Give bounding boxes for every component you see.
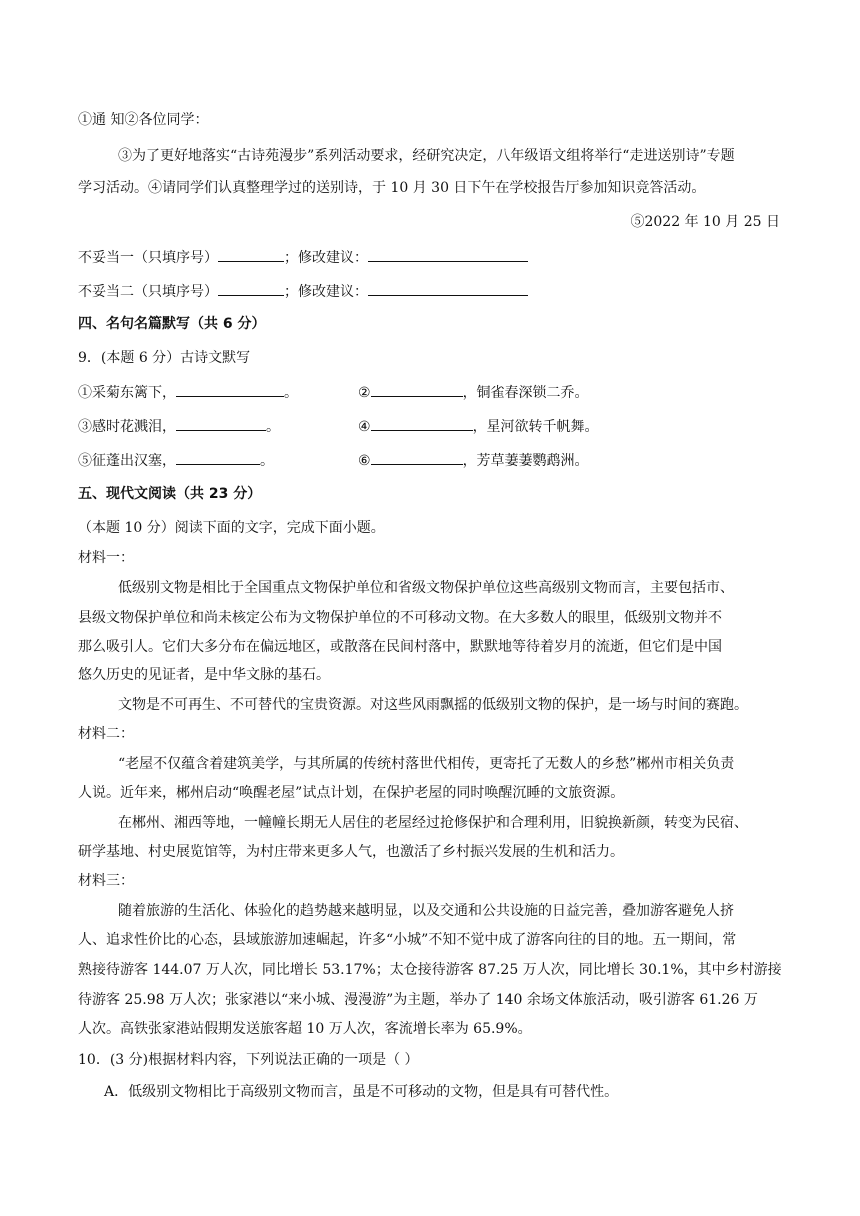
q9-head: 9．(本题 6 分）古诗文默写 bbox=[78, 350, 251, 366]
q9-item-4-end: ，星河欲转千帆舞。 bbox=[472, 419, 599, 435]
q10-option-a[interactable]: A．低级别文物相比于高级别文物而言，虽是不可移动的文物，但是具有可替代性。 bbox=[104, 1084, 619, 1100]
q9-item-1 bbox=[78, 382, 298, 403]
material-2-line-4: 研学基地、村史展览馆等，为村庄带来更多人气，也激活了乡村振兴发展的生机和活力。 bbox=[78, 844, 624, 860]
q9-item-6 bbox=[358, 450, 589, 471]
material-1-line-3: 那么吸引人。它们大多分布在偏远地区，或散落在民间村落中，默默地等待着岁月的流逝，但它们是中国 bbox=[78, 639, 722, 655]
q9-item-6-end: ，芳草萋萋鹦鹉洲。 bbox=[462, 453, 589, 469]
material-1-title: 材料一： bbox=[78, 550, 134, 566]
q9-item-1-end: 。 bbox=[284, 385, 298, 401]
fix-2-suggestion-blank[interactable] bbox=[368, 281, 528, 296]
material-1-line-1: 低级别文物是相比于全国重点文物保护单位和省级文物保护单位这些高级别文物而言，主要包括市、 bbox=[118, 580, 734, 596]
q9-item-2-text: ② bbox=[358, 385, 371, 401]
fix-2-label: 不妥当二（只填序号） bbox=[78, 284, 218, 300]
q9-item-1-text: ①采菊东篱下， bbox=[78, 385, 176, 401]
q9-item-3-end: 。 bbox=[266, 419, 280, 435]
fix-1-sep: ；修改建议： bbox=[284, 250, 368, 266]
q9-item-2 bbox=[358, 382, 589, 403]
q9-blank-3[interactable] bbox=[176, 416, 266, 431]
fix-1-index-blank[interactable] bbox=[218, 247, 284, 262]
q9-item-4-text: ④ bbox=[358, 419, 371, 435]
fix-2-sep: ；修改建议： bbox=[284, 284, 368, 300]
material-3-line-4: 待游客 25.98 万人次；张家港以“来小城、漫漫游”为主题，举办了 140 余场文体旅活动，吸引游客 61.26 万 bbox=[78, 992, 758, 1008]
fix-1-suggestion-blank[interactable] bbox=[368, 247, 528, 262]
material-2-line-3: 在郴州、湘西等地，一幢幢长期无人居住的老屋经过抢修保护和合理利用，旧貌换新颜，转变为民宿、 bbox=[118, 815, 748, 831]
material-3-line-1: 随着旅游的生活化、体验化的趋势越来越明显，以及交通和公共设施的日益完善，叠加游客避免人挤 bbox=[118, 903, 734, 919]
q9-blank-1[interactable] bbox=[176, 382, 284, 397]
q9-item-2-end: ，铜雀春深锁二乔。 bbox=[462, 385, 589, 401]
material-3-title: 材料三： bbox=[78, 873, 134, 889]
q9-item-5-end: 。 bbox=[260, 453, 274, 469]
q9-item-6-text: ⑥ bbox=[358, 453, 371, 469]
material-1-line-4: 悠久历史的见证者，是中华文脉的基石。 bbox=[78, 667, 330, 683]
q9-item-5-text: ⑤征蓬出汉塞， bbox=[78, 453, 176, 469]
material-3-line-2: 人、追求性价比的心态，县域旅游加速崛起，许多“小城”不知不觉中成了游客向往的目的地。五一期间，常 bbox=[78, 932, 737, 948]
notice-line-1: ①通 知②各位同学： bbox=[78, 112, 209, 128]
fix-row-1 bbox=[78, 247, 528, 268]
material-1-line-2: 县级文物保护单位和尚未核定公布为文物保护单位的不可移动文物。在大多数人的眼里，低级别文物并不 bbox=[78, 610, 722, 626]
q9-item-4 bbox=[358, 416, 599, 437]
material-2-line-1: “老屋不仅蕴含着建筑美学，与其所属的传统村落世代相传，更寄托了无数人的乡愁”郴州市相关负责 bbox=[118, 756, 735, 772]
q9-item-5 bbox=[78, 450, 274, 471]
fix-row-2 bbox=[78, 281, 528, 302]
q9-blank-4[interactable] bbox=[371, 416, 473, 431]
notice-line-3: 学习活动。④请同学们认真整理学过的送别诗，于 10 月 30 日下午在学校报告厅参加知识竞答活动。 bbox=[78, 180, 706, 196]
material-1-para-2: 文物是不可再生、不可替代的宝贵资源。对这些风雨飘摇的低级别文物的保护，是一场与时间的赛跑。 bbox=[118, 697, 748, 713]
reading-intro: （本题 10 分）阅读下面的文字，完成下面小题。 bbox=[78, 520, 385, 536]
section-5-title: 五、现代文阅读（共 23 分） bbox=[78, 486, 262, 502]
q9-item-3-text: ③感时花溅泪， bbox=[78, 419, 176, 435]
q9-blank-5[interactable] bbox=[176, 450, 260, 465]
fix-2-index-blank[interactable] bbox=[218, 281, 284, 296]
q9-item-3 bbox=[78, 416, 280, 437]
material-3-line-5: 人次。高铁张家港站假期发送旅客超 10 万人次，客流增长率为 65.9%。 bbox=[78, 1021, 532, 1037]
material-2-line-2: 人说。近年来，郴州启动“唤醒老屋”试点计划，在保护老屋的同时唤醒沉睡的文旅资源。 bbox=[78, 785, 625, 801]
q9-blank-2[interactable] bbox=[371, 382, 463, 397]
notice-line-2: ③为了更好地落实“古诗苑漫步”系列活动要求，经研究决定，八年级语文组将举行“走进送别诗”专题 bbox=[118, 148, 735, 164]
material-2-title: 材料二： bbox=[78, 726, 134, 742]
q9-blank-6[interactable] bbox=[371, 450, 463, 465]
q10-stem: 10．(3 分)根据材料内容，下列说法正确的一项是（ ） bbox=[78, 1052, 419, 1068]
section-4-title: 四、名句名篇默写（共 6 分） bbox=[78, 316, 266, 332]
notice-date: ⑤2022 年 10 月 25 日 bbox=[630, 214, 780, 230]
material-3-line-3: 熟接待游客 144.07 万人次，同比增长 53.17%；太仓接待游客 87.25 万人次，同比增长 30.1%，其中乡村游接 bbox=[78, 962, 782, 978]
fix-1-label: 不妥当一（只填序号） bbox=[78, 250, 218, 266]
